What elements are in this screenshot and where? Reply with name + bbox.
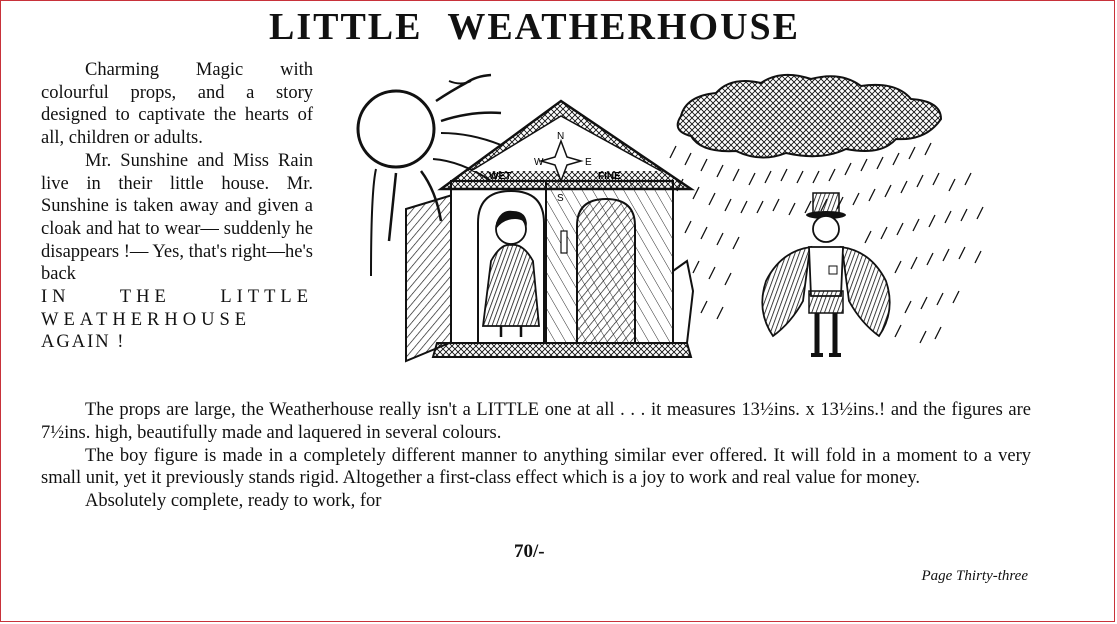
rain-cloud-drawing — [678, 75, 941, 158]
headline-line-2: WEATHERHOUSE — [41, 309, 252, 330]
svg-text:E: E — [585, 157, 592, 168]
mr-sunshine-figure — [762, 193, 889, 355]
house-drawing — [406, 101, 693, 361]
price-label: 70/- — [514, 541, 545, 562]
story-paragraph: Mr. Sunshine and Miss Rain live in their little house. Mr. Sunshine is taken away and given a cloak and hat to wear— suddenly he disappears !— Yes, that's right—he's back — [41, 150, 313, 285]
intro-column — [41, 59, 313, 354]
intro-paragraph: Charming Magic with colourful props, and a story designed to captivate the hearts of all, children or adults. — [41, 60, 313, 149]
complete-paragraph: Absolutely complete, ready to work, for — [85, 491, 382, 512]
svg-text:FINE: FINE — [598, 171, 621, 182]
svg-text:N: N — [557, 131, 565, 142]
page-number: Page Thirty-three — [921, 568, 1028, 584]
headline-line-1: IN THE LITTLE — [41, 287, 313, 308]
page-title: LITTLE WEATHERHOUSE — [268, 6, 801, 48]
svg-text:WET: WET — [489, 171, 512, 182]
description-body — [41, 399, 1031, 513]
headline-line-3: AGAIN ! — [41, 332, 126, 353]
weatherhouse-illustration — [341, 61, 1041, 381]
boy-figure-paragraph: The boy figure is made in a completely different manner to anything similar ever offered. It will fold in a moment to a very small unit, yet it previously stands rigid. Altogether a first-class effect which is a joy to work and real value for money. — [41, 445, 1031, 489]
svg-text:S: S — [557, 193, 564, 204]
props-paragraph: The props are large, the Weatherhouse really isn't a LITTLE one at all . . . it measures 13½ins. x 13½ins.! and the figures are 7½ins. high, beautifully made and laquered in several colours. — [41, 400, 1031, 443]
svg-text:W: W — [534, 157, 544, 168]
